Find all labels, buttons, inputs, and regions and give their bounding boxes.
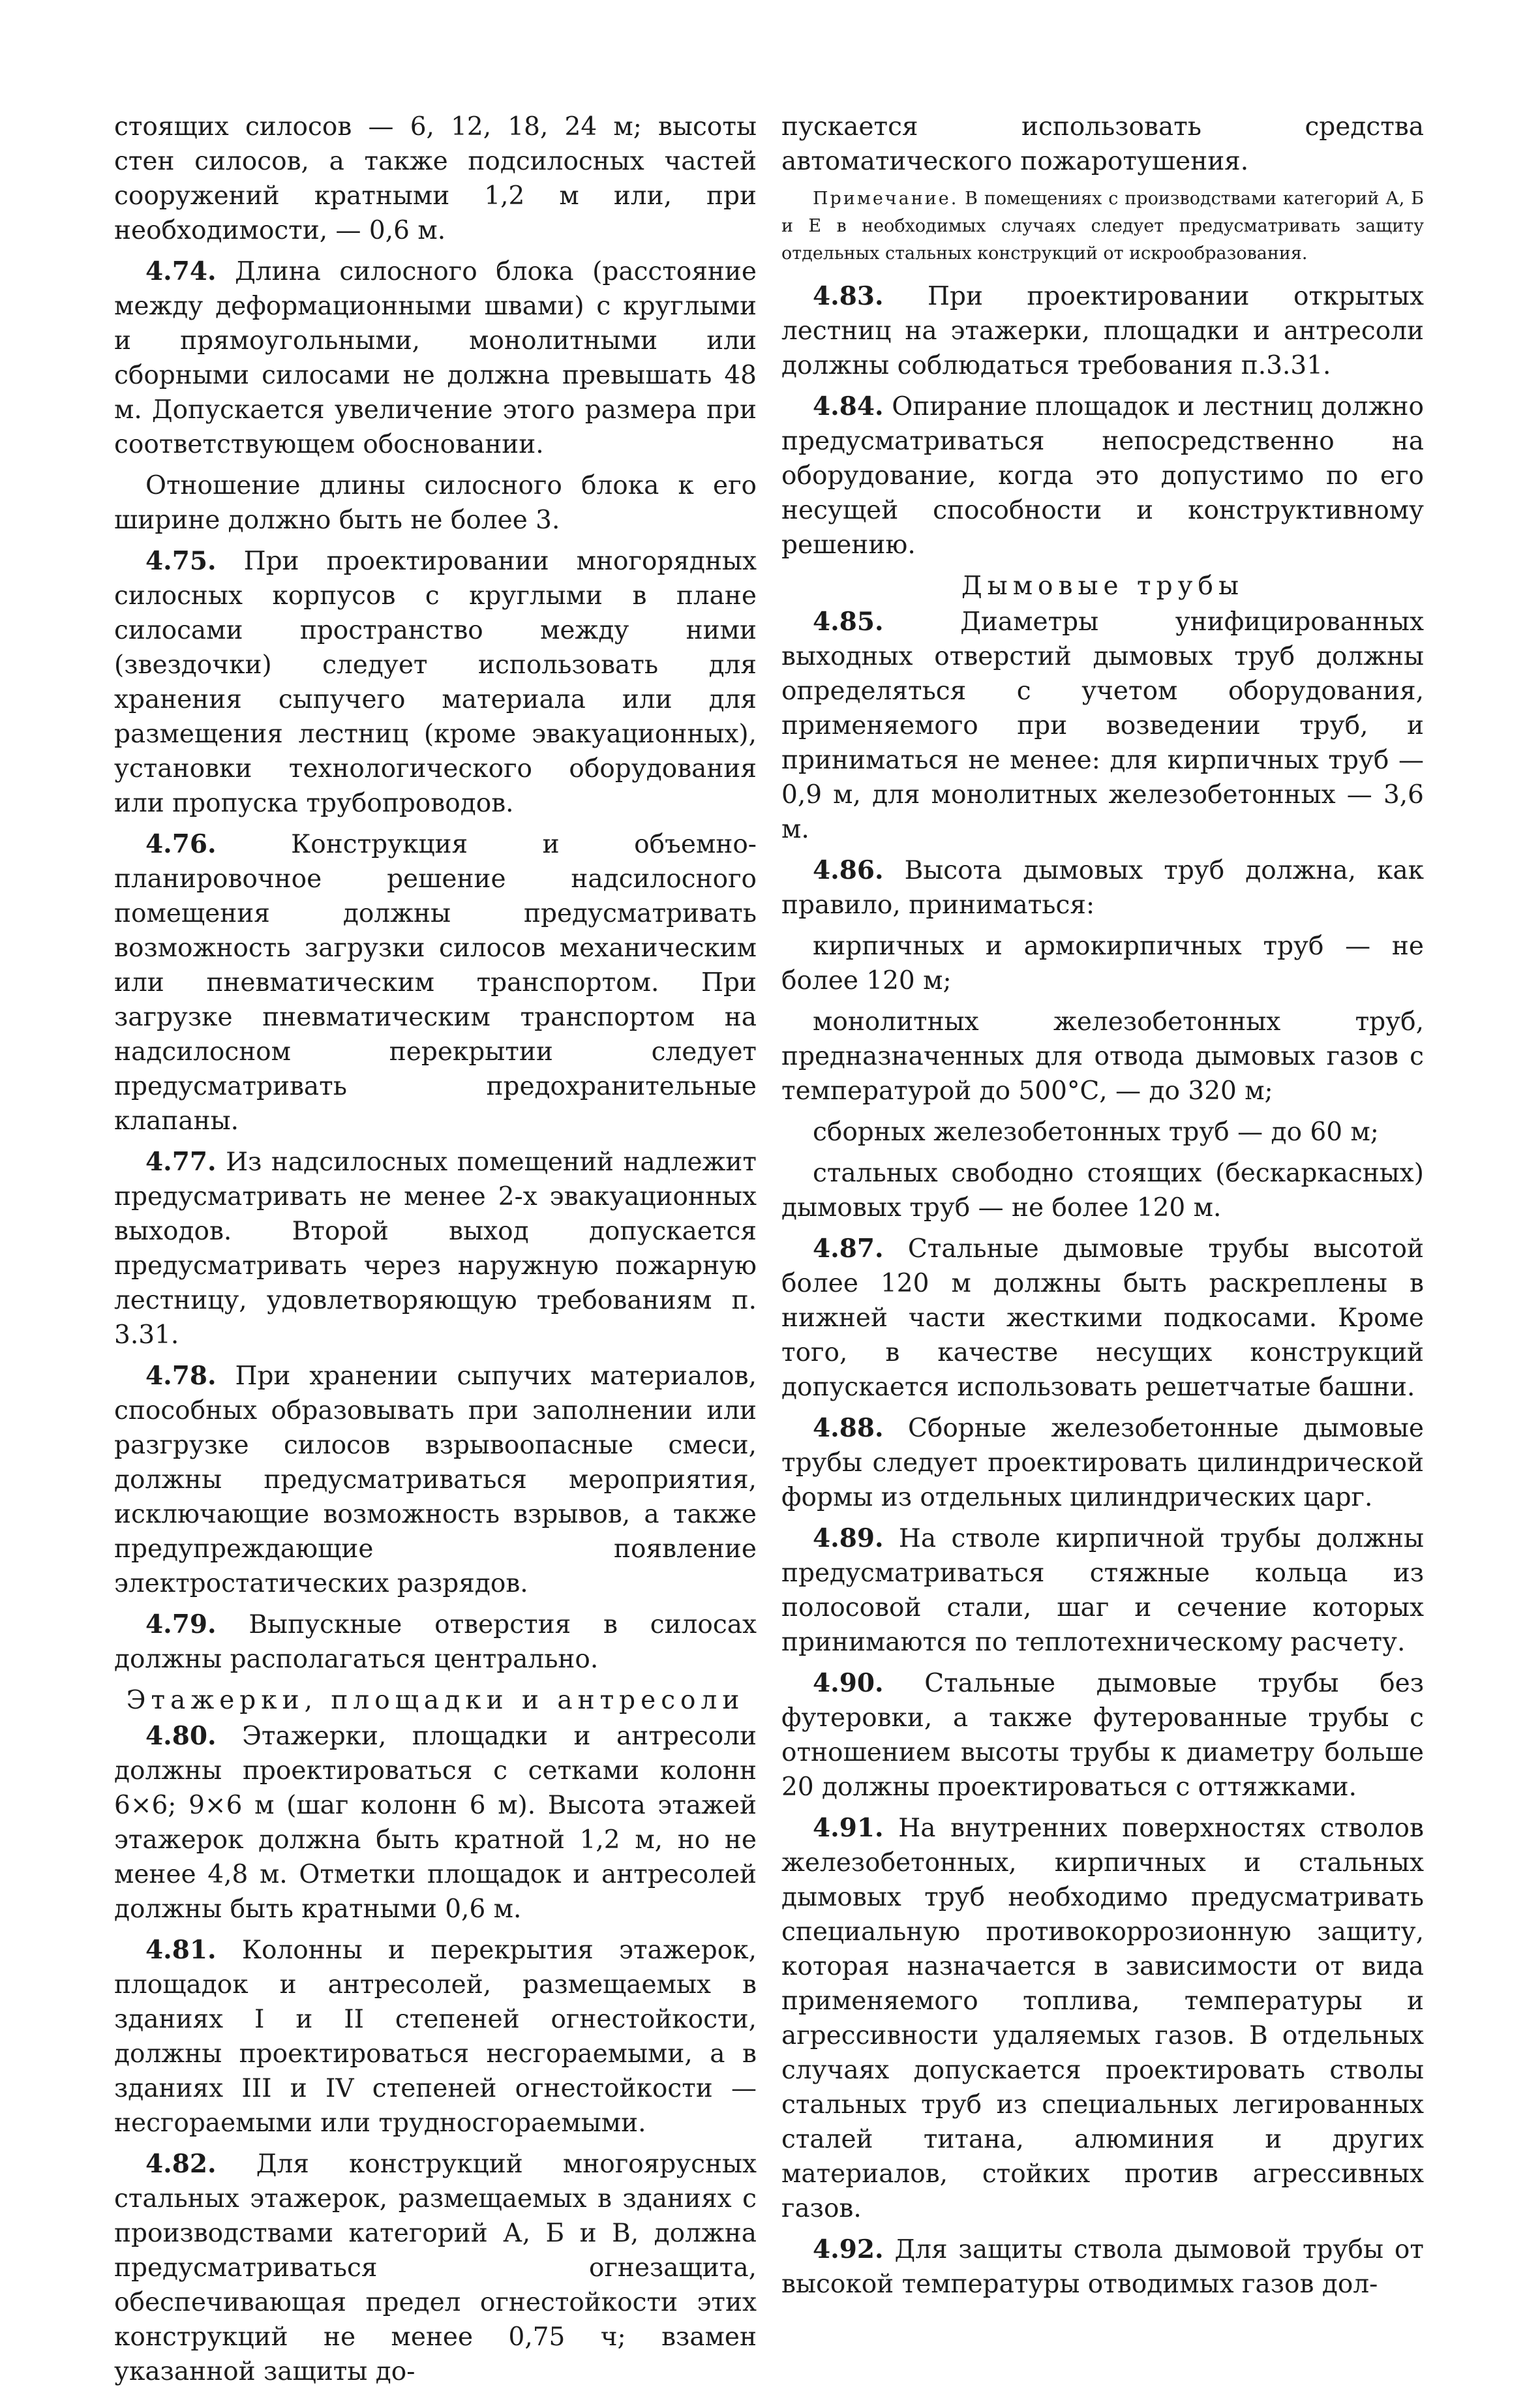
- paragraph-text: Из надсилосных помещений надлежит предусматривать не менее 2-х эвакуационных выходов. Второй выход допускается предусматривать через наружную пожарную лестницу, удовлетворяющую требованиям п. 3.31.: [114, 1148, 757, 1350]
- paragraph-text: На внутренних поверхностях стволов железобетонных, кирпичных и стальных дымовых труб необходимо предусматривать специальную противокоррозионную защиту, которая назначается в зависимости от вида применяемого топлива, температуры и агрессивности удаляемых газов. В отдельных случаях допускается проектировать стволы стальных труб из специальных легированных сталей титана, алюминия и других материалов, стойких против агрессивных газов.: [781, 1814, 1424, 2223]
- paragraph: [114, 468, 757, 538]
- paragraph: [114, 1719, 757, 1926]
- paragraph: [781, 1156, 1424, 1225]
- clause-number: 4.83.: [813, 281, 884, 311]
- paragraph-text: Диаметры унифицированных выходных отверстий дымовых труб должны определяться с учетом оборудования, применяемого при возведении труб, и приниматься не менее: для кирпичных труб — 0,9 м, для монолитных железобетонных — 3,6 м.: [781, 607, 1424, 844]
- paragraph-text: Для конструкций многоярусных стальных этажерок, размещаемых в зданиях с производствами категорий А, Б и В, должна предусматриваться огнезащита, обеспечивающая предел огнестойкости этих конструкций не менее 0,75 ч; взамен указанной защиты до-: [114, 2150, 757, 2386]
- clause-number: 4.85.: [813, 607, 884, 637]
- paragraph-text: При проектировании многорядных силосных корпусов с круглыми в плане силосами пространство между ними (звездочки) следует использовать для хранения сыпучего материала или для размещения лестниц (кроме эвакуационных), установки технологического оборудования или пропуска трубопроводов.: [114, 547, 757, 818]
- paragraph: [781, 1811, 1424, 2226]
- paragraph: [781, 1005, 1424, 1108]
- paragraph-text: Отношение длины силосного блока к его ширине должно быть не более 3.: [114, 471, 757, 535]
- paragraph-text: При хранении сыпучих материалов, способных образовывать при заполнении или разгрузке силосов взрывоопасные смеси, должны предусматриваться мероприятия, исключающие возможность взрывов, а также предупреждающие появление электростатических разрядов.: [114, 1362, 757, 1598]
- left-column: [114, 110, 757, 2386]
- paragraph: [114, 827, 757, 1138]
- note-label: Примечание.: [813, 189, 959, 209]
- paragraph: [114, 544, 757, 821]
- paragraph: [781, 1411, 1424, 1515]
- paragraph: [114, 254, 757, 462]
- paragraph: [781, 1666, 1424, 1804]
- paragraph-text: Колонны и перекрытия этажерок, площадок и антресолей, размещаемых в зданиях I и II степеней огнестойкости, должны проектироваться несгораемыми, а в зданиях III и IV степеней огнестойкости — несгораемыми или трудносгораемыми.: [114, 1936, 757, 2138]
- paragraph: [781, 110, 1424, 179]
- paragraph: [781, 929, 1424, 998]
- paragraph: [781, 853, 1424, 922]
- clause-number: 4.86.: [813, 855, 884, 885]
- clause-number: 4.81.: [145, 1935, 217, 1965]
- clause-number: 4.75.: [145, 546, 217, 576]
- paragraph-text: На стволе кирпичной трубы должны предусматриваться стяжные кольца из полосовой стали, шаг и сечение которых принимаются по теплотехническому расчету.: [781, 1524, 1424, 1657]
- paragraph: [114, 110, 757, 248]
- clause-number: 4.84.: [813, 391, 884, 421]
- paragraph: [114, 1607, 757, 1677]
- paragraph-text: Этажерки, площадки и антресоли должны проектироваться с сетками колонн 6×6; 9×6 м (шаг колонн 6 м). Высота этажей этажерок должна быть кратной 1,2 м, но не менее 4,8 м. Отметки площадок и антресолей должны быть кратными 0,6 м.: [114, 1722, 757, 1924]
- paragraph-text: стальных свободно стоящих (бескаркасных) дымовых труб — не более 120 м.: [781, 1159, 1424, 1223]
- paragraph-text: монолитных железобетонных труб, предназначенных для отвода дымовых газов с температурой до 500°С, — до 320 м;: [781, 1007, 1424, 1106]
- paragraph: [781, 605, 1424, 847]
- clause-number: 4.78.: [145, 1361, 217, 1391]
- clause-number: 4.76.: [145, 829, 217, 859]
- clause-number: 4.74.: [145, 256, 217, 286]
- paragraph-text: Высота дымовых труб должна, как правило, приниматься:: [781, 856, 1424, 920]
- paragraph: [114, 1145, 757, 1352]
- paragraph-text: пускается использовать средства автоматического пожаротушения.: [781, 112, 1424, 176]
- paragraph: [114, 2147, 757, 2389]
- paragraph-text: Выпускные отверстия в силосах должны располагаться центрально.: [114, 1610, 757, 1674]
- note-text: В помещениях с производствами категорий А, Б и Е в необходимых случаях следует предусматривать защиту отдельных стальных конструкций от искрообразования.: [781, 189, 1424, 264]
- paragraph-text: Для защиты ствола дымовой трубы от высокой температуры отводимых газов дол-: [781, 2235, 1424, 2299]
- clause-number: 4.90.: [813, 1668, 884, 1698]
- paragraph: [781, 1521, 1424, 1660]
- paragraph-text: Стальные дымовые трубы высотой более 120 м должны быть раскреплены в нижней части жесткими подкосами. Кроме того, в качестве несущих конструкций допускается использовать решетчатые башни.: [781, 1234, 1424, 1402]
- note: [781, 185, 1424, 267]
- clause-number: 4.82.: [145, 2149, 217, 2179]
- clause-number: 4.79.: [145, 1609, 217, 1639]
- paragraph-text: Конструкция и объемно-планировочное решение надсилосного помещения должны предусматривать возможность загрузки силосов механическим или пневматическим транспортом. При загрузке пневматическим транспортом на надсилосном перекрытии следует предусматривать предохранительные клапаны.: [114, 830, 757, 1136]
- paragraph: [781, 1232, 1424, 1405]
- paragraph-text: стоящих силосов — 6, 12, 18, 24 м; высоты стен силосов, а также подсилосных частей сооружений кратными 1,2 м или, при необходимости, — 0,6 м.: [114, 112, 757, 245]
- paragraph-text: кирпичных и армокирпичных труб — не более 120 м;: [781, 932, 1424, 996]
- clause-number: 4.91.: [813, 1813, 884, 1843]
- paragraph-text: При проектировании открытых лестниц на этажерки, площадки и антресоли должны соблюдаться требования п.3.31.: [781, 282, 1424, 380]
- paragraph: [781, 1115, 1424, 1149]
- paragraph-text: Длина силосного блока (расстояние между деформационными швами) с круглыми и прямоугольными, монолитными или сборными силосами не должна превышать 48 м. Допускается увеличение этого размера при соответствующем обосновании.: [114, 257, 757, 459]
- clause-number: 4.80.: [145, 1721, 217, 1751]
- right-column: [781, 110, 1424, 2299]
- paragraph: [781, 279, 1424, 383]
- paragraph: [781, 389, 1424, 562]
- paragraph: [114, 1933, 757, 2140]
- paragraph-text: Сборные железобетонные дымовые трубы следует проектировать цилиндрической формы из отдельных цилиндрических царг.: [781, 1414, 1424, 1512]
- clause-number: 4.89.: [813, 1523, 884, 1553]
- section-heading: Этажерки, площадки и антресоли: [126, 1686, 745, 1715]
- clause-number: 4.77.: [145, 1147, 217, 1177]
- paragraph-text: Опирание площадок и лестниц должно предусматриваться непосредственно на оборудование, когда это допустимо по его несущей способности и конструктивному решению.: [781, 392, 1424, 560]
- paragraph: [781, 2232, 1424, 2302]
- paragraph-text: сборных железобетонных труб — до 60 м;: [813, 1118, 1379, 1147]
- paragraph-text: Стальные дымовые трубы без футеровки, а также футерованные трубы с отношением высоты трубы к диаметру больше 20 должны проектироваться с оттяжками.: [781, 1669, 1424, 1802]
- section-heading: Дымовые трубы: [961, 571, 1245, 601]
- clause-number: 4.92.: [813, 2234, 884, 2264]
- clause-number: 4.88.: [813, 1413, 884, 1443]
- clause-number: 4.87.: [813, 1234, 884, 1264]
- paragraph: [114, 1359, 757, 1601]
